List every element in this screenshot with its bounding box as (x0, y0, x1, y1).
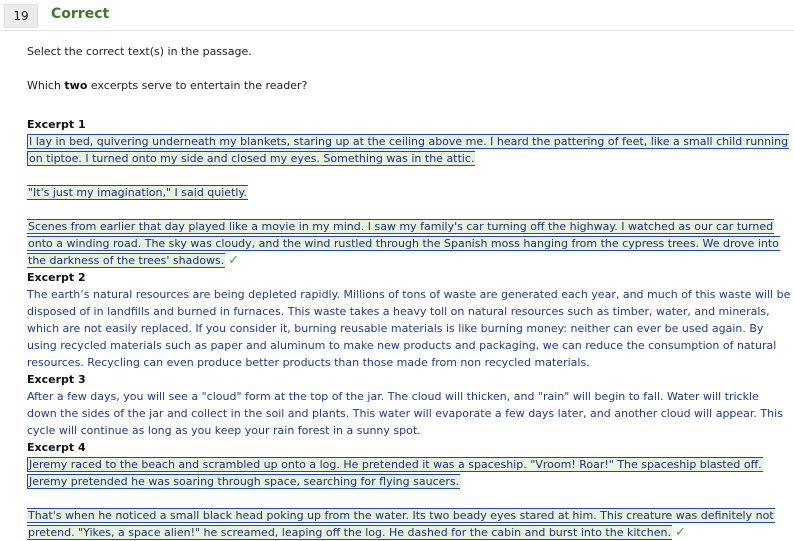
excerpt-3-paragraph[interactable]: After a few days, you will see a "cloud" form at the top of the jar. The cloud will thicken, and "rain" will begin to fall. Water will trickle down the sides of the jar and collect in the soil and plants. This water will evaporate a few days later, and another cloud will appear. This cycle will continue as long as you keep your rain forest in a sunny spot. (27, 390, 783, 437)
excerpt-4-selection-2[interactable]: That's when he noticed a small black head poking up from the water. Its two beady eyes stared at him. This creature was definitely not pretend. "Yikes, a space alien!" he screamed, leaping off the log. He dashed for the cabin and burst into the kitchen. (28, 509, 774, 539)
excerpt-2-paragraph[interactable]: The earth’s natural resources are being depleted rapidly. Millions of tons of waste are generated each year, and much of this waste will be disposed of in landfills and burned in furnaces. This waste takes a heavy toll on natural resources such as timber, water, and minerals, which are not easily replaced. If you consider it, burning reusable materials is like burning money: neither can ever be used again. By using recycled materials such as paper and aluminum to make new products and packaging, we can reduce the consumption of natural resources. Recycling can even produce better products than those made from non recycled materials. (27, 288, 791, 369)
excerpt-1-selection-2[interactable]: "It's just my imagination," I said quietly. (28, 186, 247, 199)
header-divider (0, 30, 794, 31)
result-status: Correct (51, 6, 110, 22)
excerpt-4-selection-1[interactable]: Jeremy raced to the beach and scrambled up onto a log. He pretended it was a spaceship. "Vroom! Roar!" The spaceship blasted off. Jeremy pretended he was soaring through space, searching for flying saucers. (29, 458, 762, 488)
excerpt-1-selection-1[interactable]: I lay in bed, quivering underneath my blankets, staring up at the ceiling above me. I heard the pattering of feet, like a small child running on tiptoe. I turned onto my side and closed my eyes. Something was in the attic. (29, 135, 789, 165)
excerpt-4-paragraph-1[interactable] (27, 456, 791, 490)
instruction-text: Select the correct text(s) in the passage. (27, 45, 252, 58)
excerpt-1-paragraph-3[interactable] (27, 218, 791, 269)
excerpt-1-selection-3[interactable]: Scenes from earlier that day played like a movie in my mind. I saw my family's car turning off the highway. I watched as our car turned onto a winding road. The sky was cloudy, and the wind rustled through the Spanish moss hanging from the cypress trees. We drove into the darkness of the trees' shadows. (28, 220, 779, 267)
passage (27, 116, 791, 541)
excerpt-1-paragraph-2[interactable] (27, 184, 791, 201)
excerpt-1-paragraph-1[interactable] (27, 133, 791, 167)
excerpt-4-paragraph-2[interactable] (27, 507, 791, 541)
prompt-emphasis: two (64, 79, 88, 92)
question-header (0, 0, 794, 31)
prompt-start: Which (27, 79, 65, 92)
excerpt-1-title: Excerpt 1 (27, 118, 86, 131)
question-number: 19 (4, 4, 38, 28)
correct-check-icon: ✓ (674, 525, 686, 540)
question-prompt (27, 79, 307, 92)
excerpt-3-title: Excerpt 3 (27, 373, 86, 386)
correct-check-icon: ✓ (228, 253, 240, 268)
prompt-end: excerpts serve to entertain the reader? (87, 79, 308, 92)
excerpt-4-title: Excerpt 4 (27, 441, 86, 454)
excerpt-2-title: Excerpt 2 (27, 271, 86, 284)
